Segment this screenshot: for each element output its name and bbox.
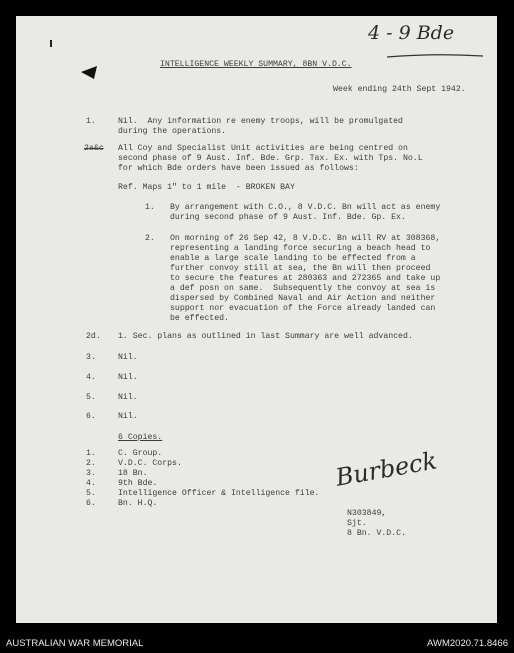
page-title: INTELLIGENCE WEEKLY SUMMARY, 8BN V.D.C. (160, 60, 352, 69)
arrow-icon (80, 65, 100, 81)
item-4-number: 4. (86, 373, 96, 382)
service-number: N303849, (347, 509, 387, 518)
copies-heading: 6 Copies. (118, 433, 163, 442)
sub-2-line: be effected. (170, 314, 229, 323)
copy-number: 3. (86, 469, 96, 478)
reference-maps: Ref. Maps 1" to 1 mile - BROKEN BAY (118, 183, 295, 192)
copy-number: 4. (86, 479, 96, 488)
sub-2-line: a def posn on same. Subsequently the convoy at sea is (170, 284, 436, 293)
footer-accession-number: AWM2020.71.8466 (427, 638, 508, 649)
signature: Burbeck (333, 446, 440, 492)
sub-2-line: representing a landing force securing a beach head to (170, 244, 431, 253)
sub-2-number: 2. (145, 234, 155, 243)
copy-recipient: V.D.C. Corps. (118, 459, 182, 468)
para-2a-number: 2a&c (84, 144, 104, 153)
item-6-text: Nil. (118, 412, 138, 421)
footer-institution: AUSTRALIAN WAR MEMORIAL (6, 638, 144, 649)
sub-2-line: further convoy still at sea, the Bn will then proceed (170, 264, 431, 273)
copy-recipient: 18 Bn. (118, 469, 148, 478)
para-1-line: during the operations. (118, 127, 227, 136)
copy-number: 2. (86, 459, 96, 468)
item-5-number: 5. (86, 393, 96, 402)
para-2a-line: second phase of 9 Aust. Inf. Bde. Grp. Tax. Ex. with Tps. No.L (118, 154, 423, 163)
rank: Sjt. (347, 519, 367, 528)
sub-1-line: By arrangement with C.O., 8 V.D.C. Bn will act as enemy (170, 203, 441, 212)
copy-number: 1. (86, 449, 96, 458)
para-1-number: 1. (86, 117, 96, 126)
para-1-line: Nil. Any information re enemy troops, will be promulgated (118, 117, 403, 126)
sub-1-number: 1. (145, 203, 155, 212)
para-2a-line: All Coy and Specialist Unit activities are being centred on (118, 144, 408, 153)
sub-2-line: support nor evacuation of the Force already landed can (170, 304, 436, 313)
para-2a-line: for which Bde orders have been issued as follows: (118, 164, 359, 173)
sub-2-line: enable a large scale landing to be effected from a (170, 254, 416, 263)
week-ending: Week ending 24th Sept 1942. (333, 85, 466, 94)
copy-recipient: C. Group. (118, 449, 163, 458)
item-3-text: Nil. (118, 353, 138, 362)
para-2d-number: 2d. (86, 332, 101, 341)
sub-2-line: On morning of 26 Sep 42, 8 V.D.C. Bn will RV at 308368, (170, 234, 441, 243)
copy-number: 6. (86, 499, 96, 508)
document-page (16, 16, 497, 623)
sub-1-line: during second phase of 9 Aust. Inf. Bde. Gp. Ex. (170, 213, 406, 222)
copy-recipient: 9th Bde. (118, 479, 158, 488)
handwritten-note: 4 - 9 Bde (368, 22, 455, 44)
sub-2-line: dispersed by Combined Naval and Air Action and neither (170, 294, 436, 303)
item-5-text: Nil. (118, 393, 138, 402)
item-4-text: Nil. (118, 373, 138, 382)
para-2d-text: 1. Sec. plans as outlined in last Summary are well advanced. (118, 332, 413, 341)
punch-mark (50, 40, 52, 47)
copy-number: 5. (86, 489, 96, 498)
copy-recipient: Bn. H.Q. (118, 499, 158, 508)
sub-2-line: to secure the features at 280363 and 272365 and take up (170, 274, 441, 283)
copy-recipient: Intelligence Officer & Intelligence file. (118, 489, 320, 498)
unit: 8 Bn. V.D.C. (347, 529, 406, 538)
item-3-number: 3. (86, 353, 96, 362)
item-6-number: 6. (86, 412, 96, 421)
underline-mark (385, 52, 485, 60)
